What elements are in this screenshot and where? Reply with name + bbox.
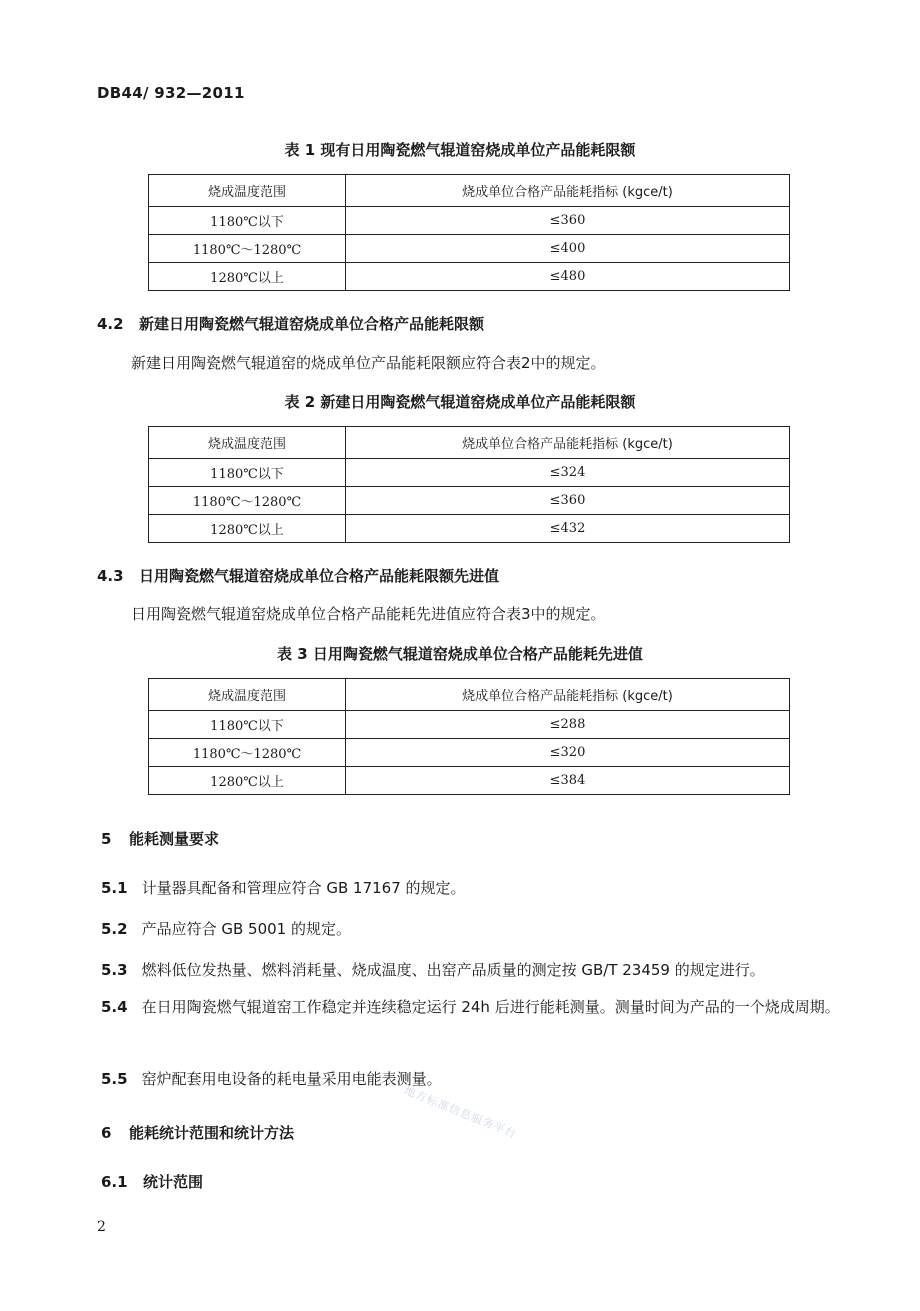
- cell-value: ≤360: [346, 487, 790, 515]
- clause-text: 产品应符合 GB 5001 的规定。: [141, 920, 351, 938]
- clause-5-2: [101, 914, 846, 944]
- table-header-row: [149, 175, 790, 207]
- cell-range: 1180℃以下: [149, 459, 346, 487]
- cell-range: 1180℃以下: [149, 711, 346, 739]
- section-4-2-heading: [97, 313, 484, 334]
- section-number: 6: [101, 1124, 112, 1142]
- section-number: 5: [101, 830, 112, 848]
- section-title: 能耗统计范围和统计方法: [129, 1124, 295, 1142]
- table-1: [148, 174, 790, 291]
- cell-value: ≤432: [346, 515, 790, 543]
- section-title: 统计范围: [143, 1173, 204, 1191]
- clause-5-5: [101, 1064, 846, 1094]
- section-title: 能耗测量要求: [129, 830, 220, 848]
- clause-5-1: [101, 873, 846, 903]
- clause-number: 5.4: [101, 998, 128, 1016]
- section-4-2-body: 新建日用陶瓷燃气辊道窑的烧成单位产品能耗限额应符合表2中的规定。: [131, 354, 606, 372]
- clause-5-4: [101, 992, 846, 1022]
- section-title: 日用陶瓷燃气辊道窑烧成单位合格产品能耗限额先进值: [139, 567, 500, 585]
- standard-code: DB44/ 932—2011: [97, 84, 245, 102]
- cell-value: ≤384: [346, 767, 790, 795]
- watermark: 地方标准信息服务平台: [402, 1083, 519, 1141]
- table-row: [149, 487, 790, 515]
- cell-value: ≤320: [346, 739, 790, 767]
- cell-range: 1180℃以下: [149, 207, 346, 235]
- section-4-3-body: 日用陶瓷燃气辊道窑烧成单位合格产品能耗先进值应符合表3中的规定。: [131, 605, 606, 623]
- table-2-title: 表 2 新建日用陶瓷燃气辊道窑烧成单位产品能耗限额: [284, 393, 636, 411]
- cell-value: ≤400: [346, 235, 790, 263]
- table-row: [149, 207, 790, 235]
- col-header-range: 烧成温度范围: [149, 427, 346, 459]
- cell-range: 1180℃～1280℃: [149, 235, 346, 263]
- col-header-index: 烧成单位合格产品能耗指标 (kgce/t): [346, 427, 790, 459]
- table-row: [149, 767, 790, 795]
- table-header-row: [149, 427, 790, 459]
- clause-5-3: [101, 955, 846, 985]
- cell-range: 1280℃以上: [149, 263, 346, 291]
- clause-number: 5.1: [101, 879, 128, 897]
- cell-range: 1180℃～1280℃: [149, 487, 346, 515]
- clause-number: 5.2: [101, 920, 128, 938]
- section-6-1-heading: [101, 1171, 203, 1192]
- section-title: 新建日用陶瓷燃气辊道窑烧成单位合格产品能耗限额: [139, 315, 485, 333]
- cell-range: 1280℃以上: [149, 515, 346, 543]
- section-number: 4.3: [97, 567, 124, 585]
- section-4-3-heading: [97, 565, 499, 586]
- section-6-heading: [101, 1122, 294, 1143]
- table-row: [149, 459, 790, 487]
- clause-number: 5.5: [101, 1070, 128, 1088]
- clause-text: 燃料低位发热量、燃料消耗量、烧成温度、出窑产品质量的测定按 GB/T 23459 的规定进行。: [141, 961, 765, 979]
- clause-text: 在日用陶瓷燃气辊道窑工作稳定并连续稳定运行 24h 后进行能耗测量。测量时间为产品的一个烧成周期。: [141, 998, 840, 1016]
- table-3: [148, 678, 790, 795]
- clause-text: 窑炉配套用电设备的耗电量采用电能表测量。: [141, 1070, 442, 1088]
- table-header-row: [149, 679, 790, 711]
- section-number: 6.1: [101, 1173, 128, 1191]
- cell-value: ≤480: [346, 263, 790, 291]
- table-1-title: 表 1 现有日用陶瓷燃气辊道窑烧成单位产品能耗限额: [284, 141, 636, 159]
- table-row: [149, 263, 790, 291]
- table-row: [149, 515, 790, 543]
- cell-value: ≤288: [346, 711, 790, 739]
- table-row: [149, 235, 790, 263]
- cell-range: 1180℃～1280℃: [149, 739, 346, 767]
- col-header-range: 烧成温度范围: [149, 679, 346, 711]
- clause-number: 5.3: [101, 961, 128, 979]
- section-number: 4.2: [97, 315, 124, 333]
- page-number: 2: [97, 1219, 106, 1235]
- cell-value: ≤324: [346, 459, 790, 487]
- cell-range: 1280℃以上: [149, 767, 346, 795]
- col-header-range: 烧成温度范围: [149, 175, 346, 207]
- table-2: [148, 426, 790, 543]
- col-header-index: 烧成单位合格产品能耗指标 (kgce/t): [346, 679, 790, 711]
- table-row: [149, 711, 790, 739]
- clause-text: 计量器具配备和管理应符合 GB 17167 的规定。: [141, 879, 466, 897]
- col-header-index: 烧成单位合格产品能耗指标 (kgce/t): [346, 175, 790, 207]
- table-3-title: 表 3 日用陶瓷燃气辊道窑烧成单位合格产品能耗先进值: [277, 645, 643, 663]
- section-5-heading: [101, 828, 219, 849]
- table-row: [149, 739, 790, 767]
- cell-value: ≤360: [346, 207, 790, 235]
